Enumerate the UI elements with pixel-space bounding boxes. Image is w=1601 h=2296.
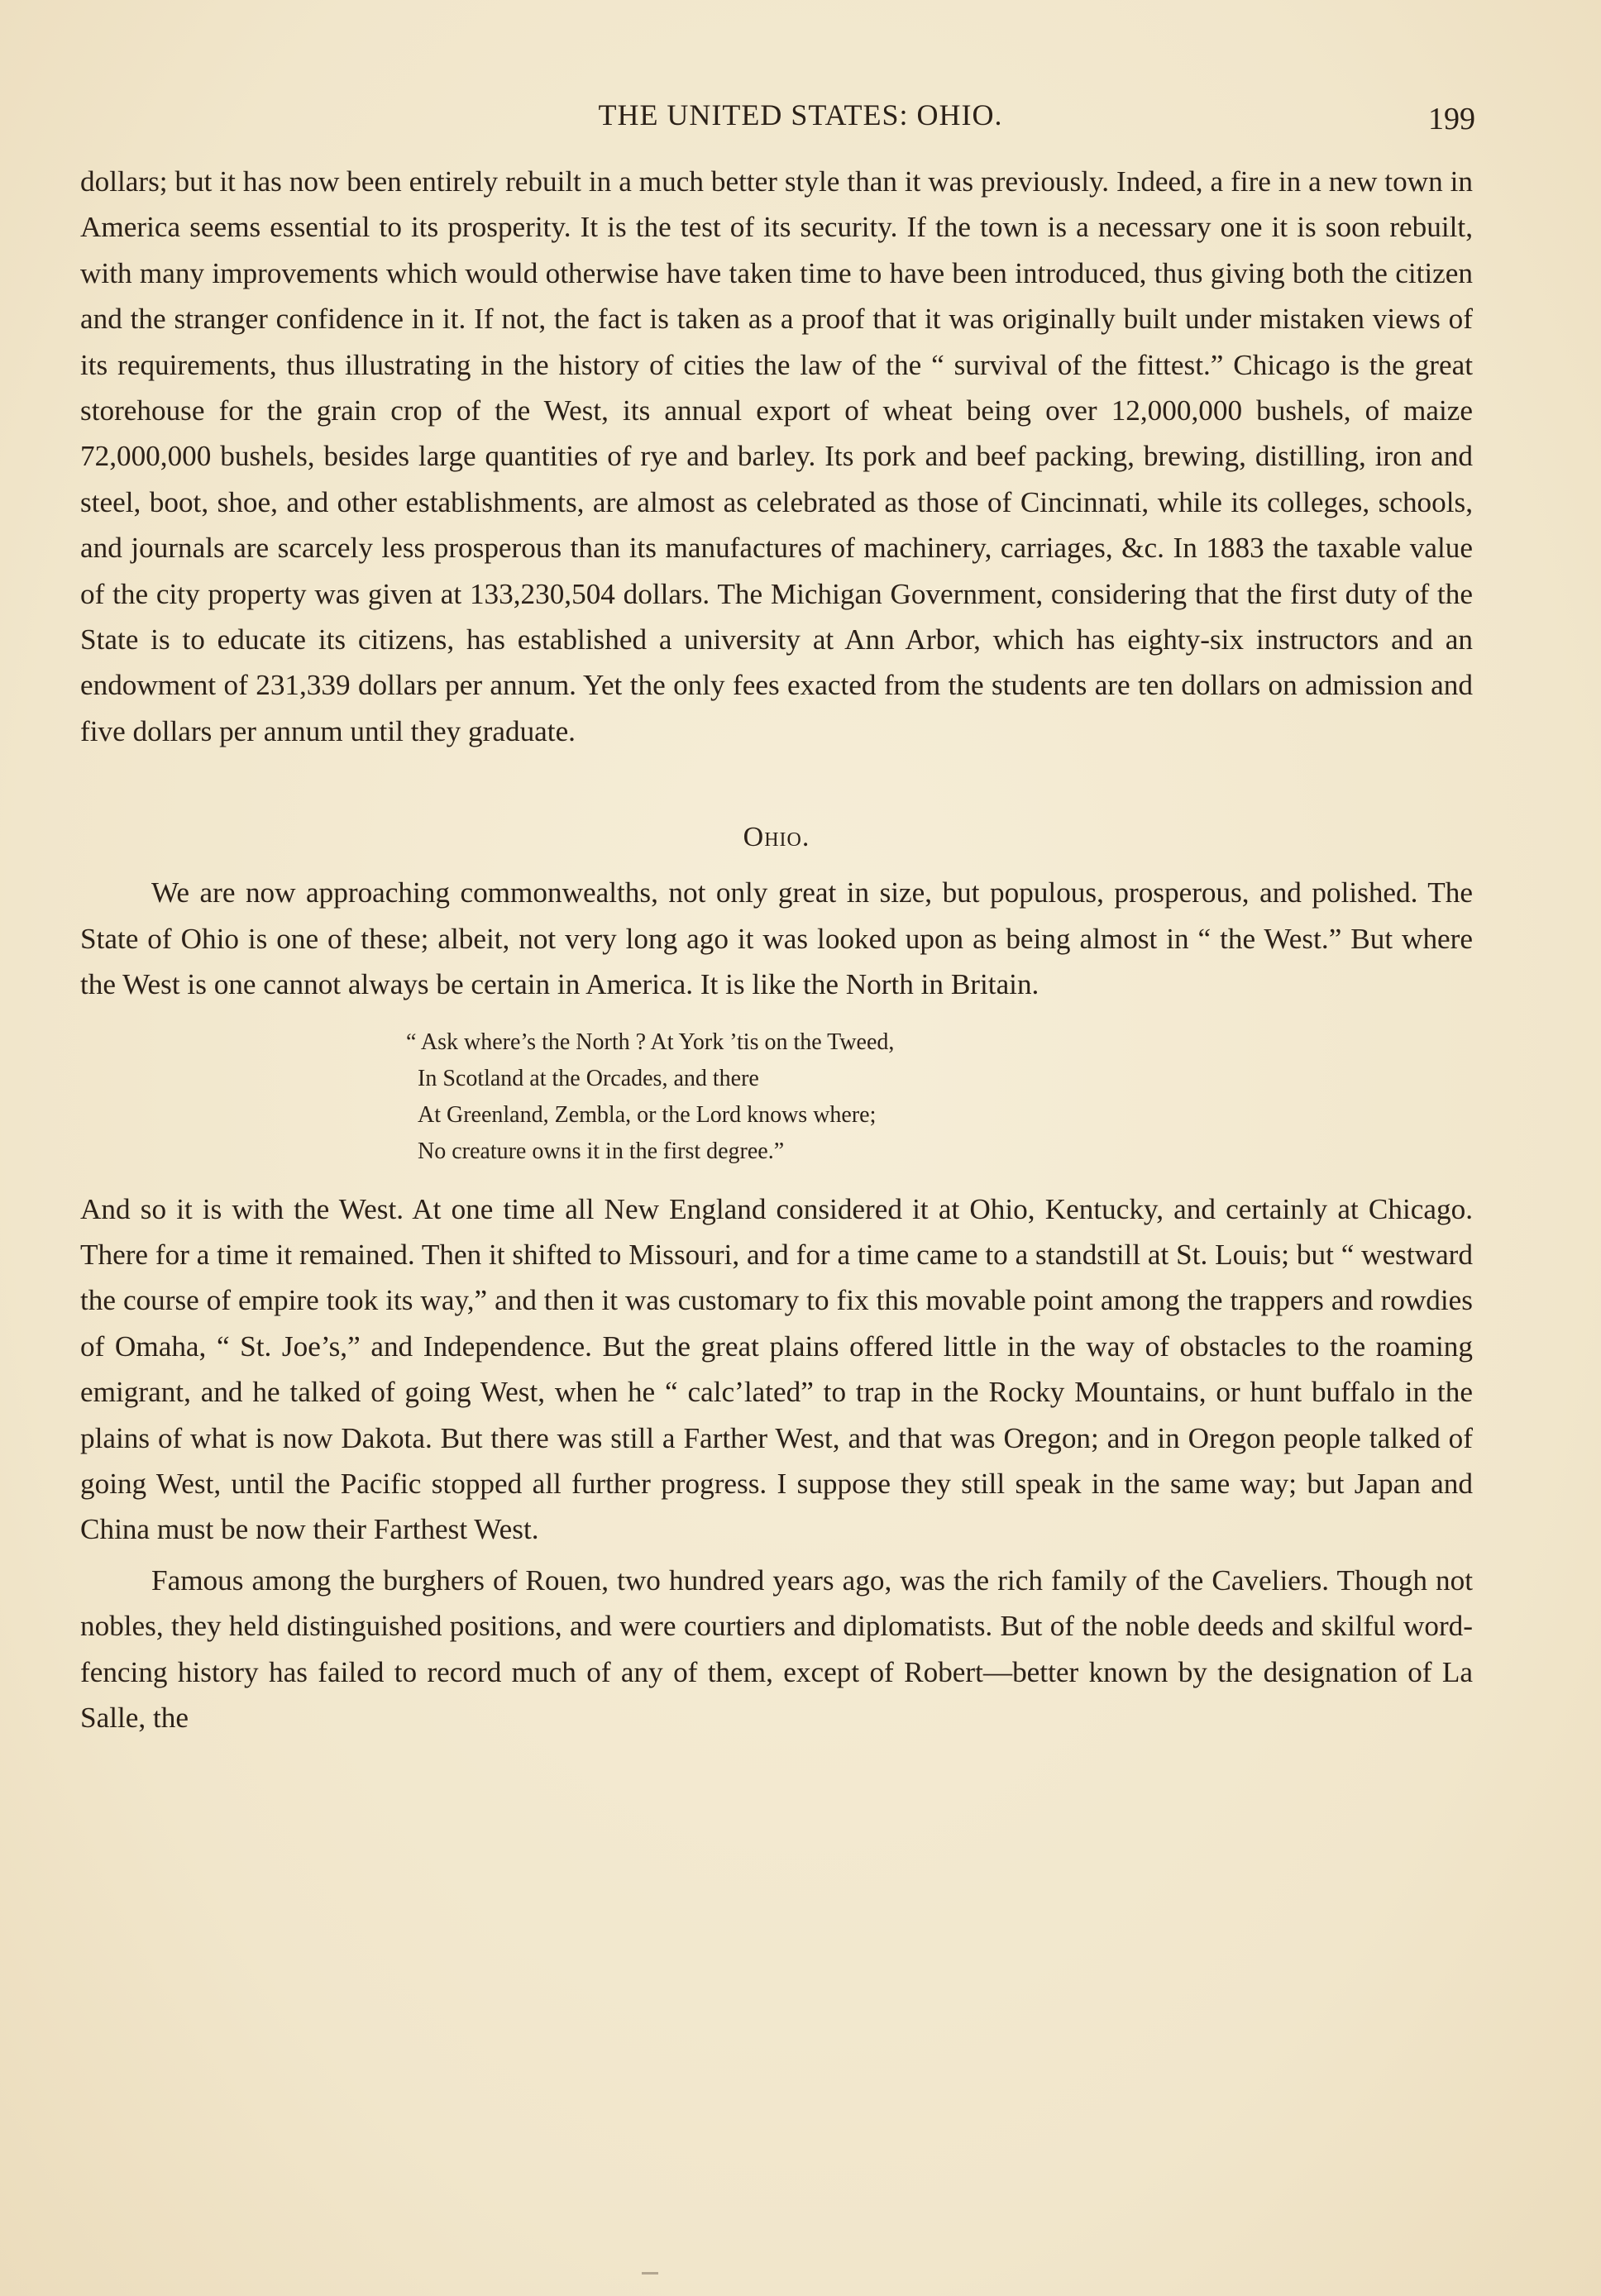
paragraph-ohio-intro: We are now approaching commonwealths, not only great in size, but populous, prosperous, and polished. The State of Ohio is one of these; albeit, not very long ago it was looked upon as being almost in “ the West.” But where the West is one cannot always be certain in America. It is like the North in Britain.	[80, 876, 1473, 1001]
page-header	[0, 98, 1601, 139]
verse-line: No creature owns it in the first degree.”	[418, 1138, 785, 1164]
paragraph-west: And so it is with the West. At one time all New England considered it at Ohio, Kentucky, and certainly at Chicago. There for a time it remained. Then it shifted to Missouri, and for a time came to a standstill at St. Louis; but “ westward the course of empire took its way,” and then it was customary to fix this movable point among the trappers and rowdies of Omaha, “ St. Joe’s,” and Independence. But the great plains offered little in the way of obstacles to the roaming emigrant, and he talked of going West, when he “ calc’lated” to trap in the Rocky Mountains, or hunt buffalo in the plains of what is now Dakota. But there was still a Farther West, and that was Oregon; and in Oregon people talked of going West, until the Pacific stopped all further progress. I suppose they still speak in the same way; but Japan and China must be now their Farthest West.	[80, 1192, 1473, 1546]
body-text	[80, 159, 1473, 1740]
page-mark	[642, 2272, 658, 2275]
running-head: THE UNITED STATES: OHIO.	[598, 98, 1003, 131]
paragraph-caveliers: Famous among the burghers of Rouen, two hundred years ago, was the rich family of the Caveliers. Though not nobles, they held distinguished positions, and were courtiers and diplomatists. But of the noble deeds and skilful word-fencing history has failed to record much of any of them, except of Robert—better known by the designation of La Salle, the	[80, 1563, 1473, 1734]
paragraph-chicago: dollars; but it has now been entirely rebuilt in a much better style than it was previously. Indeed, a fire in a new town in America seems essential to its prosperity. It is the test of its security. If the town is a necessary one it is soon rebuilt, with many improvements which would otherwise have taken time to have been introduced, thus giving both the citizen and the stranger confidence in it. If not, the fact is taken as a proof that it was originally built under mistaken views of its requirements, thus illustrating in the history of cities the law of the “ survival of the fittest.” Chicago is the great storehouse for the grain crop of the West, its annual export of wheat being over 12,000,000 bushels, of maize 72,000,000 bushels, besides large quantities of rye and barley. Its pork and beef packing, brewing, distilling, iron and steel, boot, shoe, and other establishments, are almost as celebrated as those of Cincinnati, while its colleges, schools, and journals are scarcely less prosperous than its manufactures of machinery, carriages, &c. In 1883 the taxable value of the city property was given at 133,230,504 dollars. The Michigan Government, considering that the first duty of the State is to educate its citizens, has established a university at Ann Arbor, which has eighty-six instructors and an endowment of 231,339 dollars per annum. Yet the only fees exacted from the students are ten dollars on admission and five dollars per annum until they graduate.	[80, 165, 1473, 747]
section-title-ohio: Ohio.	[743, 822, 810, 853]
verse-line: “ Ask where’s the North ? At York ’tis on the Tweed,	[406, 1029, 895, 1055]
verse-line: At Greenland, Zembla, or the Lord knows where;	[418, 1101, 877, 1128]
verse-quotation	[80, 1024, 1473, 1170]
page-number: 199	[1428, 102, 1475, 136]
verse-line: In Scotland at the Orcades, and there	[418, 1065, 759, 1091]
